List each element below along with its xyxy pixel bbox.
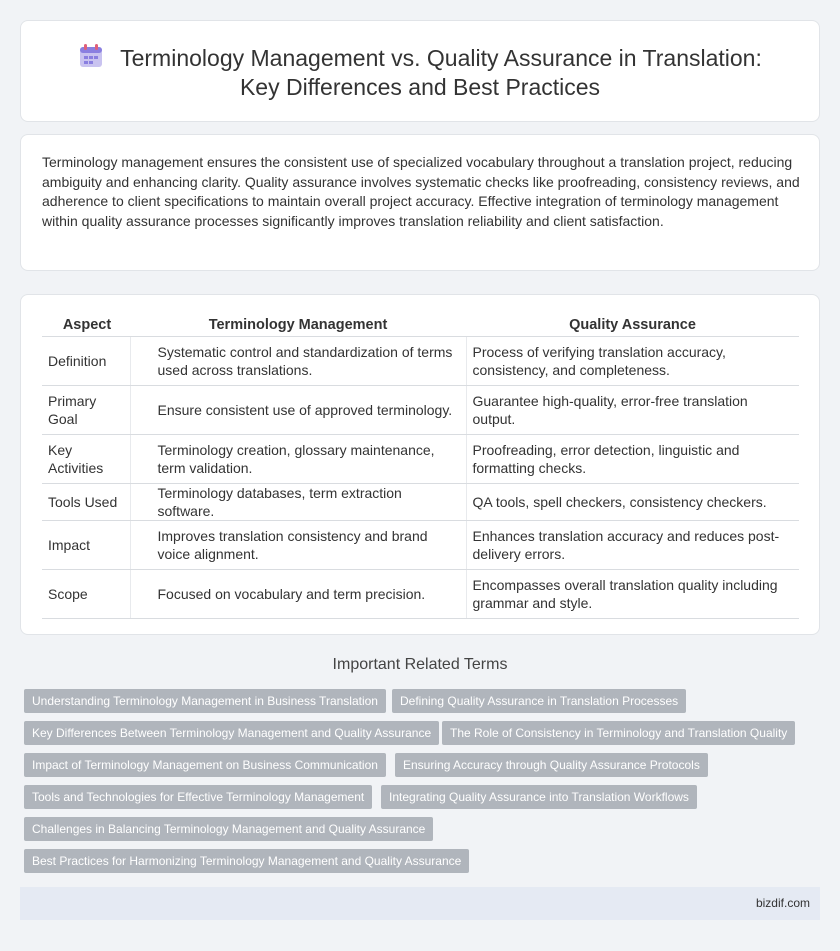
header-terminology: Terminology Management — [130, 313, 466, 337]
related-tag[interactable]: Best Practices for Harmonizing Terminology Management and Quality Assurance — [24, 849, 469, 873]
related-tag[interactable]: Key Differences Between Terminology Management and Quality Assurance — [24, 721, 439, 745]
table-row — [42, 337, 799, 386]
page-title — [21, 43, 819, 102]
header-card — [20, 20, 820, 122]
row-terminology: Ensure consistent use of approved terminology. — [130, 386, 466, 435]
title-line-2: Key Differences and Best Practices — [239, 74, 601, 100]
related-tag[interactable]: Ensuring Accuracy through Quality Assurance Protocols — [395, 753, 708, 777]
row-terminology: Improves translation consistency and brand voice alignment. — [130, 521, 466, 570]
related-tag[interactable]: Impact of Terminology Management on Business Communication — [24, 753, 386, 777]
related-tag[interactable]: Defining Quality Assurance in Translation Processes — [392, 689, 686, 713]
row-quality: Process of verifying translation accuracy, consistency, and completeness. — [466, 337, 799, 386]
title-line-1: Terminology Management vs. Quality Assurance in Translation: — [120, 45, 762, 71]
row-terminology: Terminology databases, term extraction software. — [130, 484, 466, 521]
table-header-row — [42, 313, 799, 337]
related-tag[interactable]: Integrating Quality Assurance into Translation Workflows — [381, 785, 697, 809]
calendar-icon — [78, 43, 104, 69]
table-row — [42, 484, 799, 521]
comparison-card — [20, 294, 820, 635]
related-terms-title: Important Related Terms — [332, 656, 508, 673]
table-row — [42, 521, 799, 570]
header-quality: Quality Assurance — [466, 313, 799, 337]
header-aspect: Aspect — [42, 313, 130, 337]
footer-site[interactable]: bizdif.com — [755, 896, 810, 910]
comparison-table — [42, 313, 799, 619]
row-quality: Enhances translation accuracy and reduces post-delivery errors. — [466, 521, 799, 570]
row-aspect: Impact — [42, 521, 130, 570]
related-tag[interactable]: Understanding Terminology Management in Business Translation — [24, 689, 386, 713]
row-quality: Proofreading, error detection, linguistic and formatting checks. — [466, 435, 799, 484]
row-quality: QA tools, spell checkers, consistency checkers. — [466, 484, 799, 521]
row-aspect: Key Activities — [42, 435, 130, 484]
related-tag[interactable]: Challenges in Balancing Terminology Management and Quality Assurance — [24, 817, 433, 841]
row-terminology: Systematic control and standardization of terms used across translations. — [130, 337, 466, 386]
row-terminology: Focused on vocabulary and term precision. — [130, 570, 466, 619]
table-row — [42, 435, 799, 484]
row-quality: Guarantee high-quality, error-free translation output. — [466, 386, 799, 435]
table-row — [42, 570, 799, 619]
row-quality: Encompasses overall translation quality including grammar and style. — [466, 570, 799, 619]
related-tag[interactable]: Tools and Technologies for Effective Terminology Management — [24, 785, 372, 809]
row-aspect: Definition — [42, 337, 130, 386]
intro-text: Terminology management ensures the consistent use of specialized vocabulary throughout a translation project, reducing ambiguity and enhancing clarity. Quality assurance involves systematic checks like proofreading, consistency reviews, and adherence to client specifications to maintain overall project accuracy. Effective integration of terminology management within quality assurance processes significantly improves translation reliability and client satisfaction. — [42, 154, 800, 229]
intro-card — [20, 134, 820, 271]
table-row — [42, 386, 799, 435]
footer — [20, 887, 820, 920]
related-tag[interactable]: The Role of Consistency in Terminology and Translation Quality — [442, 721, 795, 745]
row-aspect: Primary Goal — [42, 386, 130, 435]
row-aspect: Tools Used — [42, 484, 130, 521]
row-aspect: Scope — [42, 570, 130, 619]
row-terminology: Terminology creation, glossary maintenance, term validation. — [130, 435, 466, 484]
